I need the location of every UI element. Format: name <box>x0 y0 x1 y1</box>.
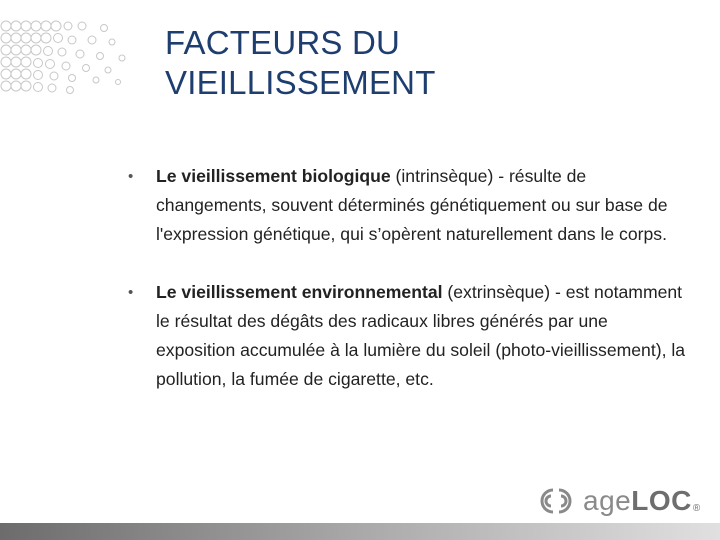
logo-text-age: age <box>583 485 632 516</box>
ageloc-symbol-icon <box>533 482 579 520</box>
logo-text-loc: LOC <box>631 485 692 516</box>
bullet-item-biological <box>128 162 688 249</box>
registered-mark: ® <box>692 503 701 514</box>
decorative-circles <box>0 18 135 100</box>
bullet-list <box>128 162 688 394</box>
bullet-marker: • <box>128 284 134 301</box>
ageloc-wordmark <box>583 484 701 518</box>
title-line-2: VIEILLISSEMENT <box>165 64 436 101</box>
footer-gradient-bar <box>0 523 720 540</box>
bullet-lead-text: Le vieillissement environnemental <box>156 282 443 302</box>
bullet-marker: • <box>128 168 134 185</box>
bullet-body-text: (extrinsèque) - est notamment le résultat des dégâts des radicaux libres générés par une exposition accumulée à la lumière du soleil (photo-vieillissement), la pollution, la fumée de cigarette, etc. <box>156 282 686 389</box>
title-line-1: FACTEURS DU <box>165 24 401 61</box>
bullet-item-environmental <box>128 278 688 394</box>
ageloc-logo <box>533 482 703 522</box>
slide-title <box>165 23 685 103</box>
bullet-lead-text: Le vieillissement biologique <box>156 166 391 186</box>
bullet-body-text: (intrinsèque) - résulte de changements, souvent déterminés génétiquement ou sur base de l'expression génétique, qui s’opèrent naturellement dans le corps. <box>156 166 668 244</box>
